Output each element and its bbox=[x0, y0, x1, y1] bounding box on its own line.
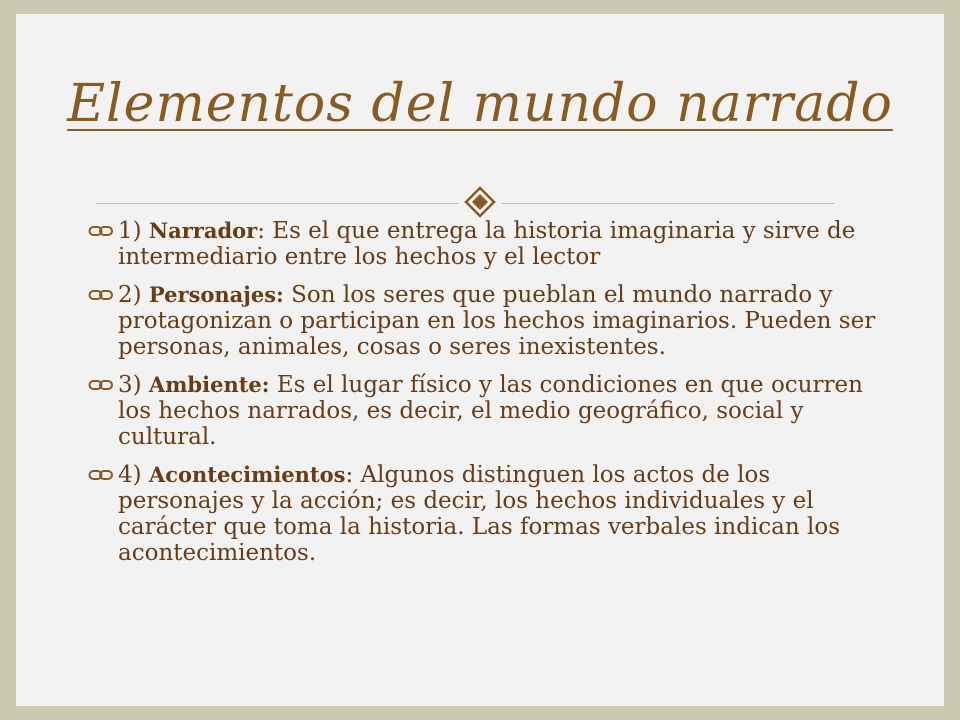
item-term: Personajes: bbox=[148, 282, 284, 307]
chain-bullet-icon bbox=[88, 377, 114, 393]
list-item-acontecimientos bbox=[88, 462, 888, 566]
chain-bullet-icon bbox=[88, 287, 114, 303]
item-text: Algunos distinguen los actos de los personajes y la acción; es decir, los hechos individuales y el carácter que toma la historia. Las formas verbales indican los acontecimientos. bbox=[118, 462, 841, 566]
item-text: Es el lugar físico y las condiciones en que ocurren los hechos narrados, es decir, el medio geográfico, social y cultural. bbox=[118, 372, 863, 450]
list-item-ambiente bbox=[88, 372, 888, 450]
bullet-list bbox=[88, 218, 888, 578]
item-separator: : bbox=[345, 462, 354, 488]
list-item-narrador bbox=[88, 218, 888, 270]
chain-bullet-icon bbox=[88, 223, 114, 239]
item-number: 3) bbox=[118, 372, 149, 398]
item-term: Narrador bbox=[148, 218, 258, 243]
slide-title: Elementos del mundo narrado bbox=[67, 74, 893, 134]
item-number: 2) bbox=[118, 282, 149, 308]
item-term: Acontecimientos bbox=[148, 462, 346, 487]
item-text: Son los seres que pueblan el mundo narrado y protagonizan o participan en los hechos imaginarios. Pueden ser personas, animales, cosas o seres inexistentes. bbox=[118, 282, 876, 360]
list-item-personajes bbox=[88, 282, 888, 360]
item-term: Ambiente: bbox=[148, 372, 270, 397]
item-separator: : bbox=[257, 218, 265, 244]
item-number: 1) bbox=[118, 218, 149, 244]
chain-bullet-icon bbox=[88, 467, 114, 483]
item-text: Es el que entrega la historia imaginaria y sirve de intermediario entre los hechos y el lector bbox=[118, 218, 856, 270]
diamond-ornament-icon bbox=[458, 182, 502, 222]
item-number: 4) bbox=[118, 462, 149, 488]
